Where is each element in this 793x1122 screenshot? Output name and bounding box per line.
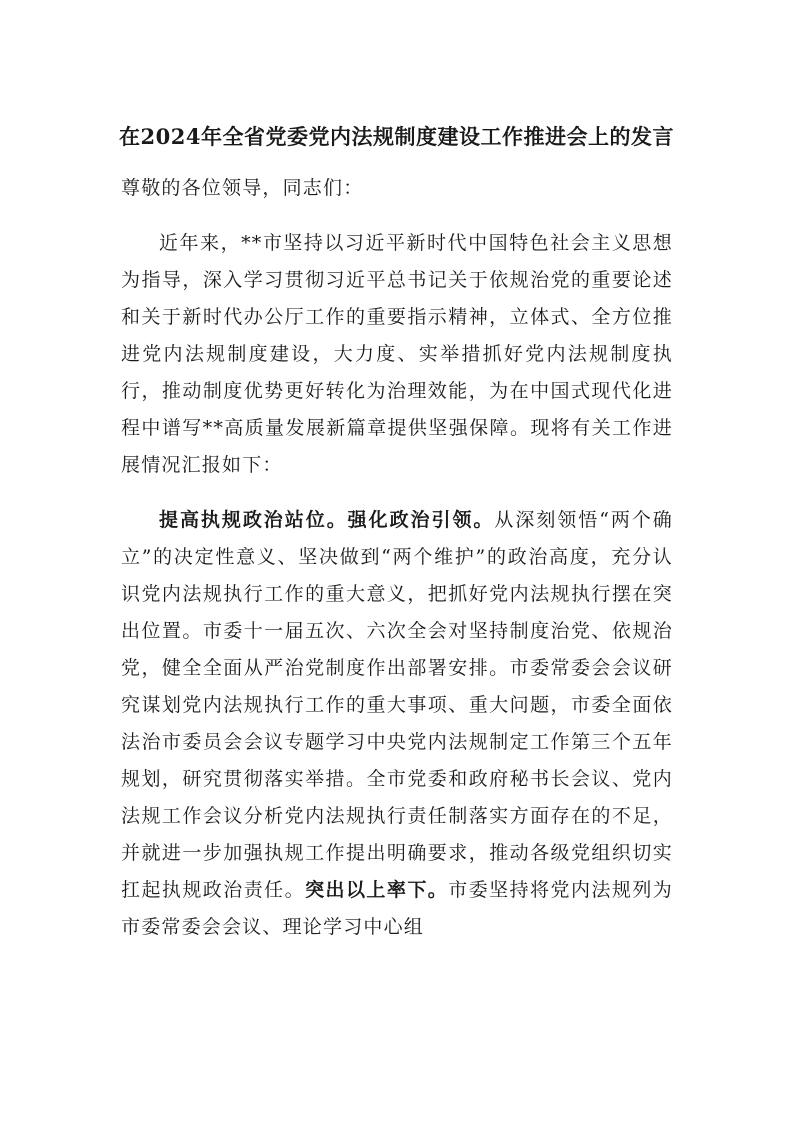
document-title: 在2024年全省党委党内法规制度建设工作推进会上的发言 xyxy=(119,124,674,149)
section-heading: 提高执规政治站位。 xyxy=(159,509,348,531)
subsection-heading-2: 突出以上率下。 xyxy=(305,879,449,901)
paragraph-intro xyxy=(121,225,673,484)
subsection-heading: 强化政治引领。 xyxy=(347,509,495,531)
section-text: 从深刻领悟“两个确立”的决定性意义、坚决做到“两个维护”的政治高度，充分认识党内法规执行工作的重大意义，把抓好党内法规执行摆在突出位置。市委十一届五次、六次全会对坚持制度治党、依规治党，健全全面从严治党制度作出部署安排。市委常委会会议研究谋划党内法规执行工作的重大事项、重大问题，市委全面依法治市委员会会议专题学习中央党内法规制定工作第三个五年规划，研究贯彻落实举措。全市党委和政府秘书长会议、党内法规工作会议分析党内法规执行责任制落实方面存在的不足，并就进一步加强执规工作提出明确要求，推动各级党组织切实扛起执规政治责任。 xyxy=(121,509,673,901)
paragraph-intro-text: 近年来，**市坚持以习近平新时代中国特色社会主义思想为指导，深入学习贯彻习近平总书记关于依规治党的重要论述和关于新时代办公厅工作的重要指示精神，立体式、全方位推进党内法规制度建设，大力度、实举措抓好党内法规制度执行，推动制度优势更好转化为治理效能，为在中国式现代化进程中谱写**高质量发展新篇章提供坚强保障。现将有关工作进展情况汇报如下： xyxy=(121,232,673,476)
document-body xyxy=(121,170,673,946)
salutation: 尊敬的各位领导，同志们： xyxy=(121,177,364,199)
section-text-2: 市委坚持将党内法规列为市委常委会会议、理论学习中心组 xyxy=(121,879,673,938)
paragraph-section-1 xyxy=(121,502,673,946)
